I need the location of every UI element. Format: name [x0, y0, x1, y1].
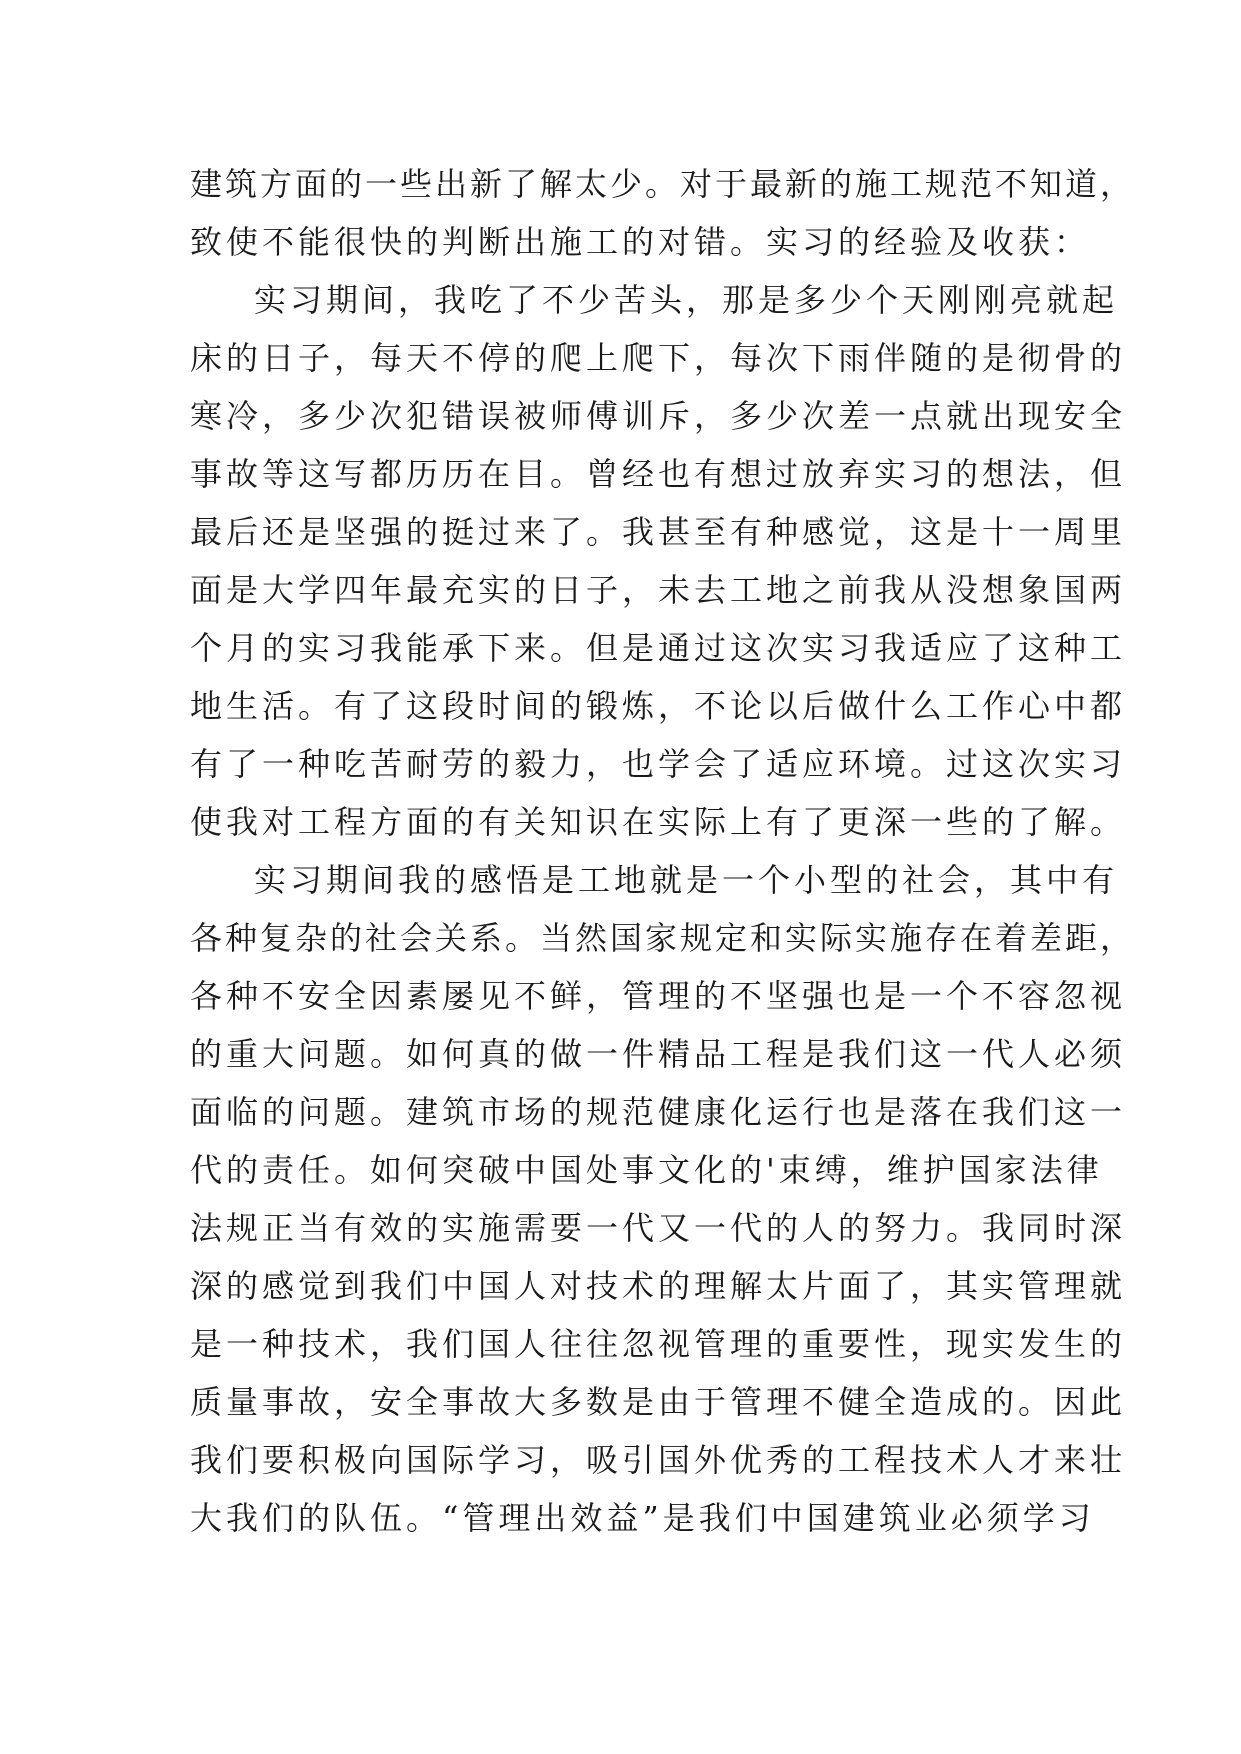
text-line: 大我们的队伍。“管理出效益”是我们中国建筑业必须学习	[190, 1499, 1095, 1537]
body-text	[190, 155, 1136, 1547]
text-line: 事故等这写都历历在目。曾经也有想过放弃实习的想法，但	[190, 455, 1127, 493]
text-line: 质量事故，安全事故大多数是由于管理不健全造成的。因此	[190, 1383, 1127, 1421]
text-line: 地生活。有了这段时间的锻炼，不论以后做什么工作心中都	[190, 687, 1127, 725]
text-line: 深的感觉到我们中国人对技术的理解太片面了，其实管理就	[190, 1267, 1127, 1305]
text-line: 代的责任。如何突破中国处事文化的'束缚，维护国家法律	[190, 1151, 1103, 1189]
text-line: 是一种技术，我们国人往往忽视管理的重要性，现实发生的	[190, 1325, 1127, 1363]
paragraph-start-line: 实习期间，我吃了不少苦头，那是多少个天刚刚亮就起	[254, 281, 1119, 319]
text-line: 最后还是坚强的挺过来了。我甚至有种感觉，这是十一周里	[190, 513, 1127, 551]
text-line: 建筑方面的一些出新了解太少。对于最新的施工规范不知道，	[190, 165, 1136, 203]
text-line: 有了一种吃苦耐劳的毅力，也学会了适应环境。过这次实习	[190, 745, 1127, 783]
text-line: 各种复杂的社会关系。当然国家规定和实际实施存在着差距，	[190, 919, 1136, 957]
text-line: 寒冷，多少次犯错误被师傅训斥，多少次差一点就出现安全	[190, 397, 1127, 435]
text-line: 面是大学四年最充实的日子，未去工地之前我从没想象国两	[190, 571, 1127, 609]
text-line: 使我对工程方面的有关知识在实际上有了更深一些的了解。	[190, 803, 1127, 841]
text-line: 法规正当有效的实施需要一代又一代的人的努力。我同时深	[190, 1209, 1127, 1247]
text-line: 各种不安全因素屡见不鲜，管理的不坚强也是一个不容忽视	[190, 977, 1127, 1015]
text-line: 个月的实习我能承下来。但是通过这次实习我适应了这种工	[190, 629, 1127, 667]
paragraph-start-line: 实习期间我的感悟是工地就是一个小型的社会，其中有	[254, 861, 1119, 899]
text-line: 床的日子，每天不停的爬上爬下，每次下雨伴随的是彻骨的	[190, 339, 1127, 377]
text-line: 的重大问题。如何真的做一件精品工程是我们这一代人必须	[190, 1035, 1127, 1073]
text-line: 面临的问题。建筑市场的规范健康化运行也是落在我们这一	[190, 1093, 1127, 1131]
text-line: 我们要积极向国际学习，吸引国外优秀的工程技术人才来壮	[190, 1441, 1127, 1479]
text-line: 致使不能很快的判断出施工的对错。实习的经验及收获：	[190, 223, 1091, 261]
